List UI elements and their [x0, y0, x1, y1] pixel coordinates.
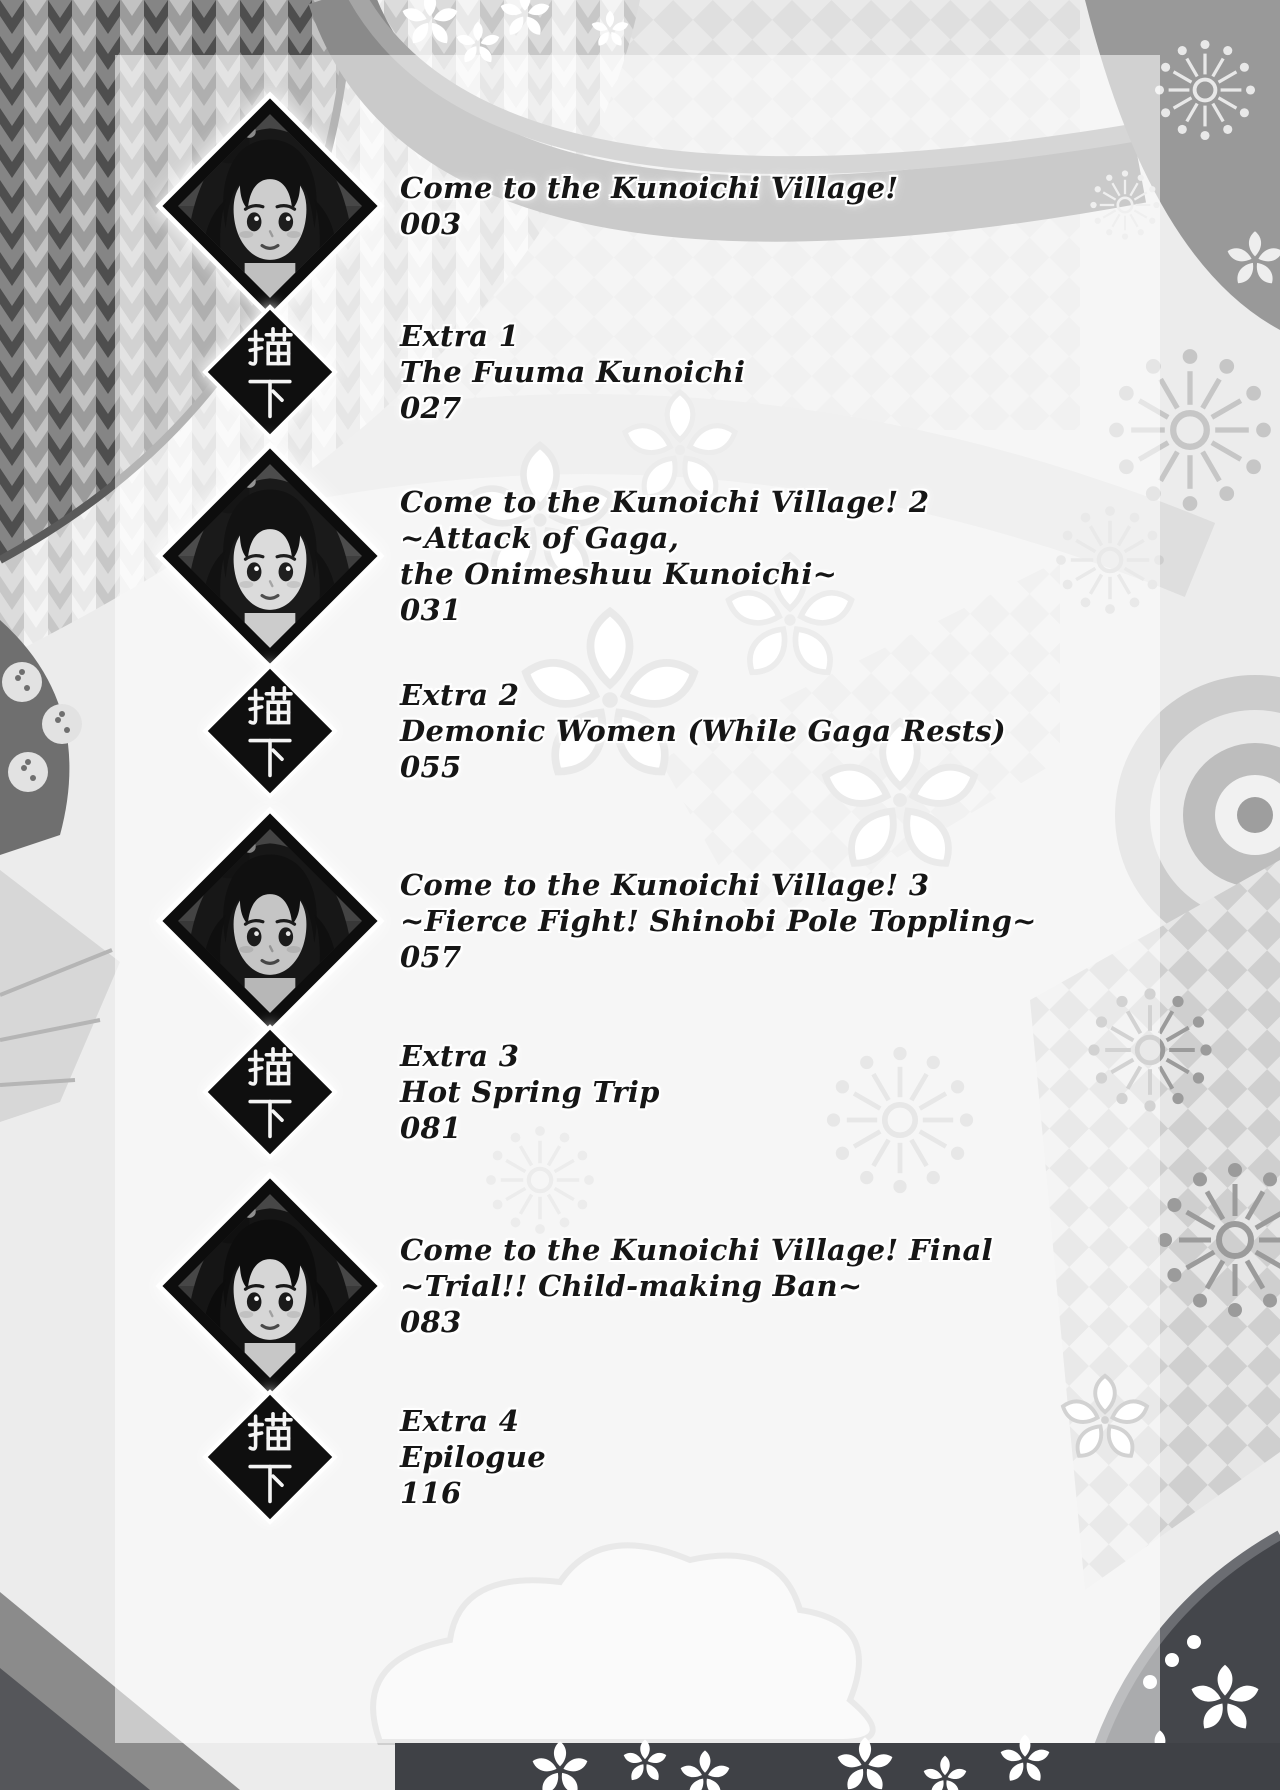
entry-title-line: the Onimeshuu Kunoichi~ [400, 557, 838, 591]
entry-page-number: 081 [400, 1111, 462, 1145]
entry-icon-column [150, 687, 390, 775]
character-portrait-icon [163, 814, 378, 1029]
entry-page-number: 116 [400, 1476, 462, 1510]
entry-icon-column [150, 1210, 390, 1362]
entry-title-line: Extra 1 [400, 319, 520, 353]
toc-entry [150, 805, 1050, 1037]
entry-icon-column [150, 480, 390, 632]
toc-entry [150, 1170, 1050, 1402]
entry-title-line: ~Fierce Fight! Shinobi Pole Toppling~ [400, 904, 1037, 938]
entry-title-line: ~Attack of Gaga, [400, 521, 680, 555]
entry-title-line: Extra 4 [400, 1404, 520, 1438]
entry-text [400, 867, 1037, 975]
entry-title-line: Come to the Kunoichi Village! 2 [400, 485, 930, 519]
character-portrait-icon [163, 99, 378, 314]
toc-entry [150, 287, 1050, 457]
entry-title-line: Come to the Kunoichi Village! Final [400, 1233, 993, 1267]
entry-icon-column [150, 130, 390, 282]
entry-icon-column [150, 1413, 390, 1501]
entry-title-line: Come to the Kunoichi Village! [400, 171, 899, 205]
toc-entry [150, 1372, 1050, 1542]
kanji-glyph [246, 1403, 294, 1511]
entry-title-line: Extra 3 [400, 1039, 520, 1073]
character-portrait-icon [163, 1179, 378, 1394]
entry-text [400, 484, 929, 628]
entry-title-line: ~Trial!! Child-making Ban~ [400, 1269, 863, 1303]
kanji-glyph [246, 318, 294, 426]
entry-text [400, 318, 745, 426]
toc-entry [150, 1007, 1050, 1177]
kanji-glyph [246, 1038, 294, 1146]
entry-page-number: 057 [400, 940, 462, 974]
toc-entry [150, 440, 1050, 672]
kakioroshi-kanji-icon [208, 1395, 332, 1519]
toc-entry [150, 646, 1050, 816]
kakioroshi-kanji-icon [208, 669, 332, 793]
entry-text [400, 170, 898, 242]
entry-page-number: 083 [400, 1305, 462, 1339]
entry-icon-column [150, 1048, 390, 1136]
entry-text [400, 1038, 660, 1146]
entry-page-number: 027 [400, 391, 462, 425]
entry-title-line: The Fuuma Kunoichi [400, 355, 746, 389]
entry-text [400, 677, 1006, 785]
entry-title-line: Demonic Women (While Gaga Rests) [400, 714, 1006, 748]
entry-icon-column [150, 845, 390, 997]
entry-page-number: 031 [400, 593, 462, 627]
kakioroshi-kanji-icon [208, 1030, 332, 1154]
entry-page-number: 055 [400, 750, 462, 784]
kanji-glyph [246, 677, 294, 785]
entry-icon-column [150, 328, 390, 416]
entry-text [400, 1403, 546, 1511]
kakioroshi-kanji-icon [208, 310, 332, 434]
entry-text [400, 1232, 993, 1340]
entry-title-line: Come to the Kunoichi Village! 3 [400, 868, 930, 902]
entry-title-line: Extra 2 [400, 678, 520, 712]
character-portrait-icon [163, 449, 378, 664]
entry-title-line: Hot Spring Trip [400, 1075, 660, 1109]
entry-page-number: 003 [400, 207, 462, 241]
entry-title-line: Epilogue [400, 1440, 546, 1474]
